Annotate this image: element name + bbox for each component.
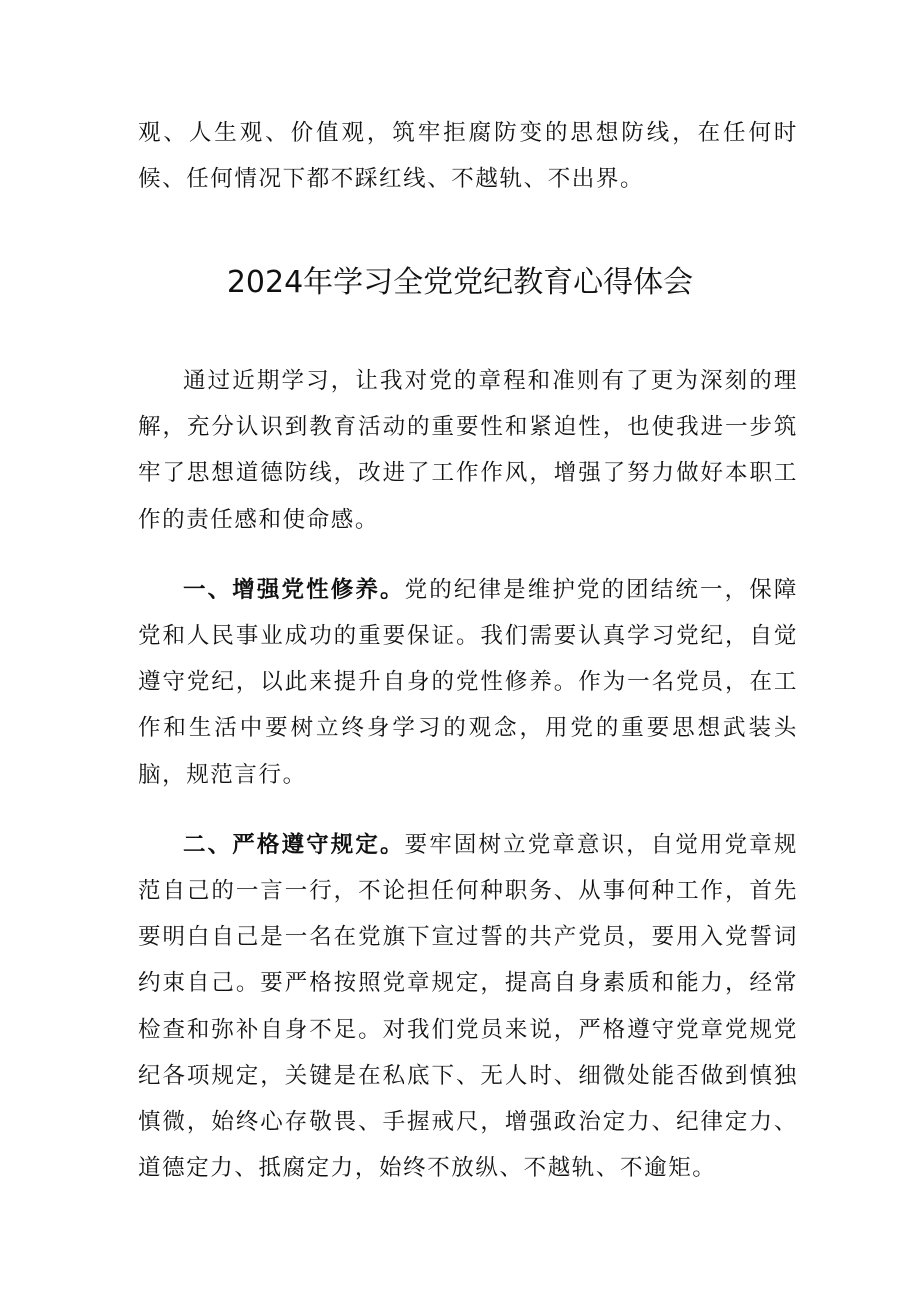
paragraph-text: 要牢固树立党章意识，自觉用党章规范自己的一言一行，不论担任何种职务、从事何种工作，首先要明白自己是一名在党旗下宣过誓的共产党员，要用入党誓词约束自己。要严格按照党章规定，提高自身素质和能力，经常检查和弥补自身不足。对我们党员来说，严格遵守党章党规党纪各项规定，关键是在私底下、无人时、细微处能否做到慎独慎微，始终心存敬畏、手握戒尺，增强政治定力、纪律定力、道德定力、抵腐定力，始终不放纵、不越轨、不逾矩。 bbox=[138, 831, 798, 1182]
section-heading: 一、增强党性修养。 bbox=[183, 576, 405, 603]
paragraph-text: 通过近期学习，让我对党的章程和准则有了更为深刻的理解，充分认识到教育活动的重要性和紧迫性，也使我进一步筑牢了思想道德防线，改进了工作作风，增强了努力做好本职工作的责任感和使命感。 bbox=[138, 368, 798, 533]
paragraph-text: 党的纪律是维护党的团结统一，保障党和人民事业成功的重要保证。我们需要认真学习党纪，自觉遵守党纪，以此来提升自身的党性修养。作为一名党员，在工作和生活中要树立终身学习的观念，用党的重要思想武装头脑，规范言行。 bbox=[138, 576, 798, 788]
paragraph-section-2 bbox=[138, 822, 798, 1192]
continuation-paragraph: 观、人生观、价值观，筑牢拒腐防变的思想防线，在任何时候、任何情况下都不踩红线、不越轨、不出界。 bbox=[138, 120, 798, 193]
paragraph-section-1 bbox=[138, 567, 798, 798]
document-title: 2024年学习全党党纪教育心得体会 bbox=[226, 265, 694, 300]
document-body bbox=[138, 358, 798, 1191]
section-heading: 二、严格遵守规定。 bbox=[183, 831, 405, 858]
paragraph-intro bbox=[138, 358, 798, 543]
